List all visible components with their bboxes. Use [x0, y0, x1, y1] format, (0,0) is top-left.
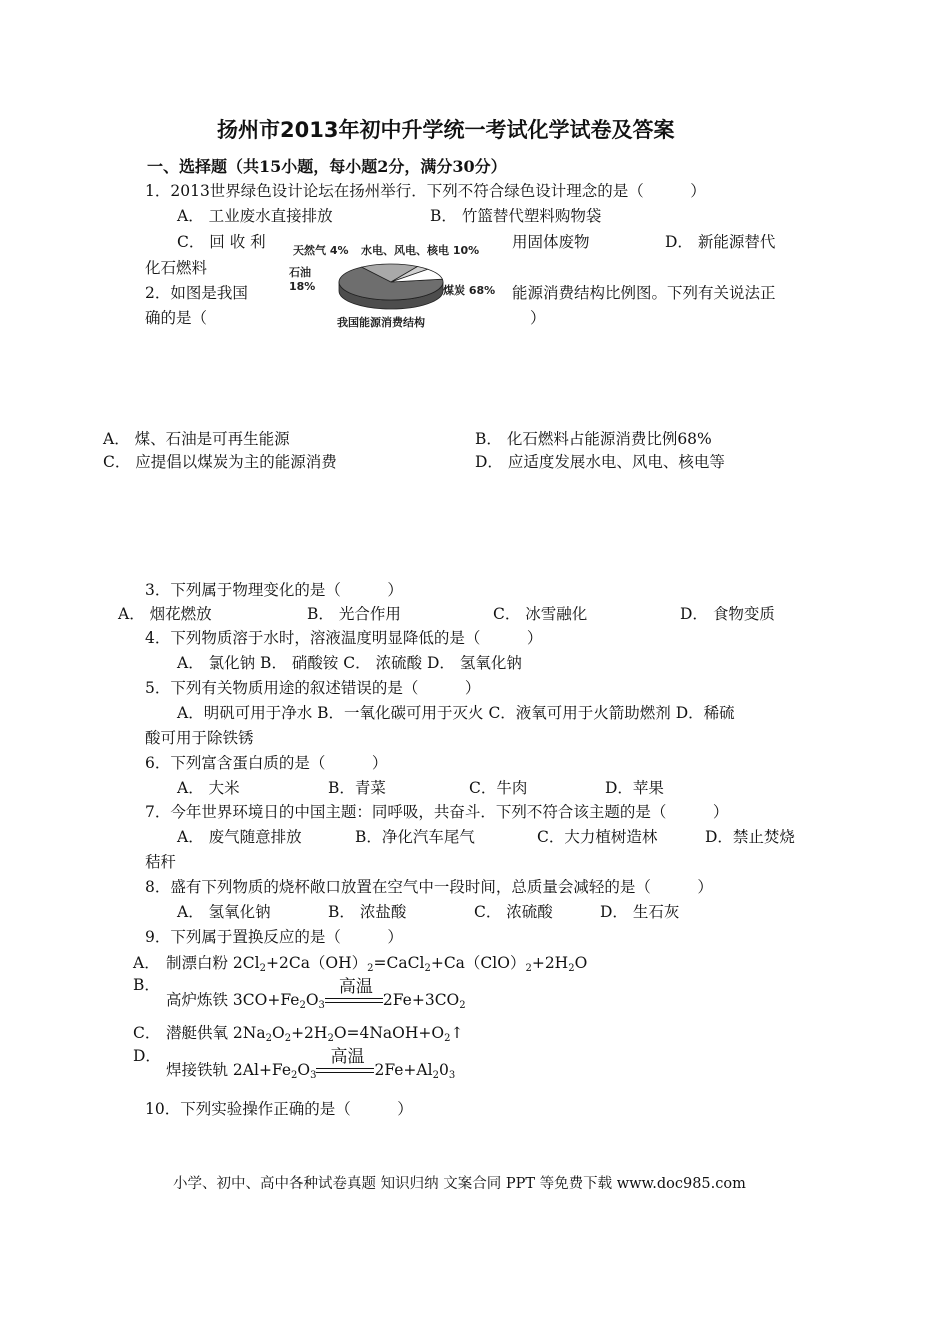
question-2-option-c: C． 应提倡以煤炭为主的能源消费	[103, 453, 337, 471]
pie-label-oil-pct: 18%	[289, 280, 316, 293]
section-heading: 一、选择题（共15小题，每小题2分，满分30分）	[147, 157, 507, 176]
question-2-option-d: D． 应适度发展水电、风电、核电等	[475, 453, 725, 471]
question-7-stem: 7．今年世界环境日的中国主题：同呼吸，共奋斗．下列不符合该主题的是（ ）	[145, 803, 729, 821]
pie-label-oil-name: 石油	[289, 266, 311, 279]
question-4-options: A． 氯化钠 B． 硝酸铵 C． 浓硫酸 D． 氢氧化钠	[177, 654, 522, 672]
question-6-option-c: C．牛肉	[469, 779, 528, 797]
question-7-option-b: B．净化汽车尾气	[355, 828, 475, 846]
question-5-stem: 5．下列有关物质用途的叙述错误的是（ ）	[145, 679, 481, 697]
question-6-stem: 6．下列富含蛋白质的是（ ）	[145, 754, 388, 772]
question-3-stem: 3．下列属于物理变化的是（ ）	[145, 581, 403, 599]
question-10-stem: 10．下列实验操作正确的是（ ）	[145, 1100, 413, 1118]
question-5-options-cont: 酸可用于除铁锈	[145, 729, 254, 747]
page-footer: 小学、初中、高中各种试卷真题 知识归纳 文案合同 PPT 等免费下载 www.doc985.com	[173, 1176, 746, 1192]
reaction-arrow-b	[325, 977, 383, 1008]
question-3-option-d: D． 食物变质	[680, 605, 775, 623]
question-2-stem-right: 能源消费结构比例图。下列有关说法正	[512, 284, 776, 302]
question-2-option-b: B． 化石燃料占能源消费比例68%	[475, 430, 712, 448]
question-9-option-d: 焊接铁轨 $2Al+Fe_2O_3$ 高温 $2Fe+Al_20_3$	[166, 1058, 455, 1080]
question-2-stem-line2: 确的是（	[145, 309, 208, 327]
question-1-stem: 1．2013世界绿色设计论坛在扬州举行．下列不符合绿色设计理念的是（ ）	[145, 182, 706, 200]
question-7-option-d: D．禁止焚烧	[705, 828, 795, 846]
question-2-option-a: A． 煤、石油是可再生能源	[103, 430, 290, 448]
question-3-option-a: A． 烟花燃放	[118, 605, 212, 623]
reaction-condition-d: 高温	[330, 1047, 365, 1067]
question-9-option-b-label: B．	[133, 976, 160, 994]
question-3-option-b: B． 光合作用	[307, 605, 401, 623]
question-8-option-b: B． 浓盐酸	[328, 903, 407, 921]
question-8-option-d: D． 生石灰	[600, 903, 680, 921]
question-9-option-b: 高炉炼铁 $3CO+Fe_2O_3$ 高温 $2Fe+3CO_2$	[166, 988, 466, 1010]
question-2-stem-line2-end: ）	[530, 309, 546, 327]
question-7-option-c: C．大力植树造林	[537, 828, 658, 846]
question-3-option-c: C． 冰雪融化	[493, 605, 588, 623]
question-1-option-d-cont: 化石燃料	[145, 259, 208, 277]
pie-chart-title: 我国能源消费结构	[337, 316, 425, 329]
reaction-condition-b: 高温	[338, 977, 373, 997]
question-9-option-d-label: D．	[133, 1047, 161, 1065]
page-title: 扬州市2013年初中升学统一考试化学试卷及答案	[217, 118, 675, 142]
question-9-option-c-label: C．	[133, 1024, 161, 1042]
energy-pie-chart	[285, 238, 507, 334]
question-1-option-b: B． 竹篮替代塑料购物袋	[430, 207, 602, 225]
question-7-option-d-cont: 秸秆	[145, 853, 177, 871]
pie-label-natural-gas: 天然气 4%	[293, 244, 349, 257]
question-4-stem: 4．下列物质溶于水时，溶液温度明显降低的是（ ）	[145, 629, 543, 647]
question-1-option-c-cont: 用固体废物	[512, 233, 590, 251]
question-5-options: A．明矾可用于净水 B．一氧化碳可用于灭火 C．液氧可用于火箭助燃剂 D．稀硫	[177, 704, 735, 722]
question-8-stem: 8．盛有下列物质的烧杯敞口放置在空气中一段时间，总质量会减轻的是（ ）	[145, 878, 713, 896]
question-1-option-c: C． 回 收 利	[177, 233, 266, 251]
question-1-option-a: A． 工业废水直接排放	[177, 207, 333, 225]
question-6-option-d: D．苹果	[605, 779, 664, 797]
question-1-option-d: D． 新能源替代	[665, 233, 776, 251]
reaction-arrow-d	[316, 1047, 374, 1078]
question-2-stem-left: 2．如图是我国	[145, 284, 248, 302]
pie-label-coal: 煤炭 68%	[443, 284, 496, 297]
question-9-option-c: 潜艇供氧 $2Na_2O_2+2H_2O=4NaOH+O_2↑$	[166, 1024, 464, 1044]
question-6-option-a: A． 大米	[177, 779, 240, 797]
question-8-option-c: C． 浓硫酸	[474, 903, 553, 921]
question-7-option-a: A． 废气随意排放	[177, 828, 302, 846]
question-6-option-b: B．青菜	[328, 779, 386, 797]
question-9-option-a: 制漂白粉 $2Cl_2+2Ca(OH)_2=CaCl_2+Ca(ClO)_2+2H_2O$	[166, 954, 588, 974]
question-9-option-a-label: A．	[133, 954, 160, 972]
question-9-stem: 9．下列属于置换反应的是（ ）	[145, 928, 403, 946]
pie-label-hydro-wind-nuclear: 水电、风电、核电 10%	[361, 244, 480, 257]
question-8-option-a: A． 氢氧化钠	[177, 903, 271, 921]
